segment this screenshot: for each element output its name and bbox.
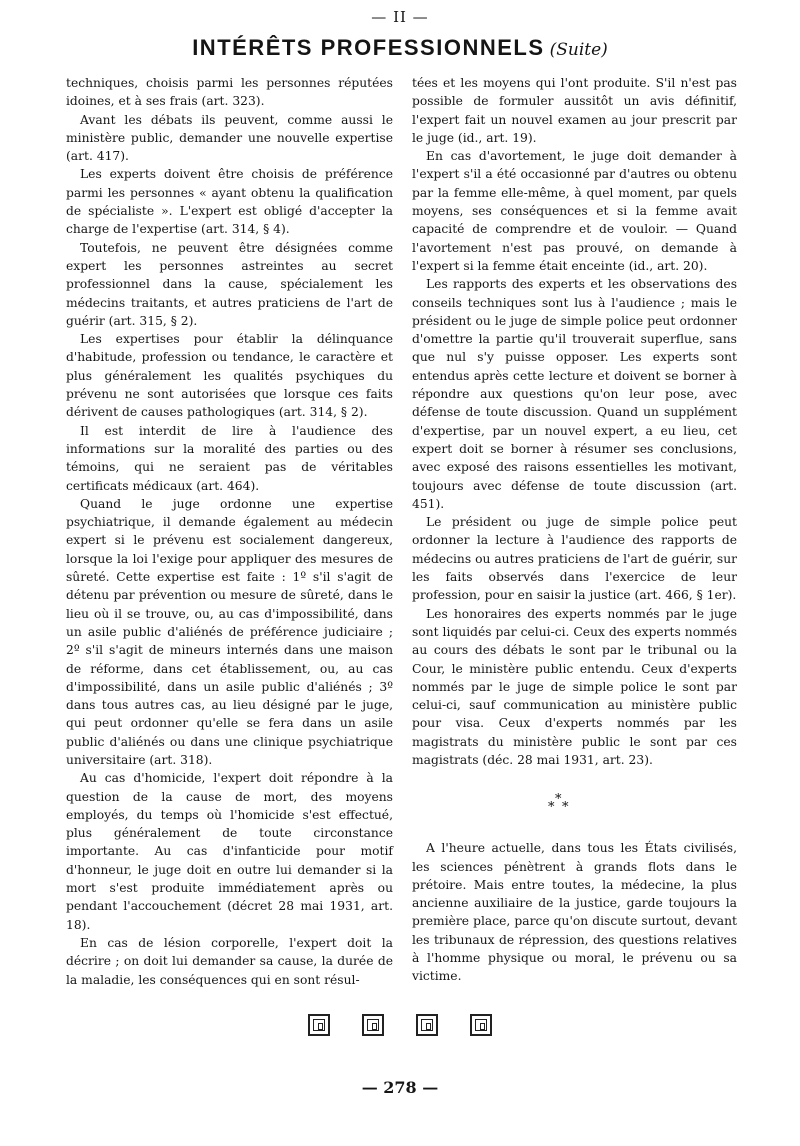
- page-title: INTÉRÊTS PROFESSIONNELS: [192, 35, 545, 60]
- ornament-icon: [470, 1014, 492, 1036]
- paragraph: A l'heure actuelle, dans tous les États civilisés, les sciences pénètrent à grands flots dans le prétoire. Mais entre toutes, la médecine, la plus ancienne auxiliaire de la justice, garde toujours la première place, parce qu'on discute surtout, devant les tribunaux de répression, des questions relatives à l'homme physique ou moral, le prévenu ou sa victime.: [412, 841, 737, 984]
- paragraph: En cas de lésion corporelle, l'expert doit la décrire ; on doit lui demander sa cause, la durée de la maladie, les conséquences qui en sont résul-: [66, 935, 393, 987]
- page-header: [0, 35, 800, 61]
- left-column: [66, 74, 393, 989]
- ornament-icon: [362, 1014, 384, 1036]
- asterism-separator: [412, 793, 737, 819]
- title-suite: (Suite): [549, 40, 608, 60]
- ornament-icon: [308, 1014, 330, 1036]
- asterisk: *: [555, 792, 562, 808]
- paragraph: Avant les débats ils peuvent, comme aussi le ministère public, demander une nouvelle expertise (art. 417).: [66, 112, 393, 164]
- asterisk: *: [548, 800, 555, 816]
- paragraph: Le président ou juge de simple police peut ordonner la lecture à l'audience des rapports de médecins ou autres praticiens de l'art de guérir, sur les faits observés dans l'exercice de leur profession, pour en saisir la justice (art. 466, § 1er).: [412, 515, 737, 603]
- page-number: — 278 —: [361, 1078, 439, 1097]
- paragraph: techniques, choisis parmi les personnes réputées idoines, et à ses frais (art. 323).: [66, 76, 393, 109]
- paragraph: Il est interdit de lire à l'audience des informations sur la moralité des parties ou des témoins, qui ne seraient pas de véritables certificats médicaux (art. 464).: [66, 423, 393, 493]
- paragraph: Les expertises pour établir la délinquance d'habitude, profession ou tendance, le caractère et plus généralement les qualités psychiques du prévenu ne sont autorisées que lorsque ces faits dérivent de causes pathologiques (art. 314, § 2).: [66, 332, 393, 420]
- paragraph: Au cas d'homicide, l'expert doit répondre à la question de la cause de mort, des moyens employés, du temps où l'homicide s'est effectué, plus généralement de toute circonstance importante. Au cas d'infanticide pour motif d'honneur, le juge doit en outre lui demander si la mort s'est produite immédiatement après ou pendant l'accouchement (décret 28 mai 1931, art. 18).: [66, 771, 393, 932]
- paragraph: Les experts doivent être choisis de préférence parmi les personnes « ayant obtenu la qualification de spécialiste ». L'expert est obligé d'accepter la charge de l'expertise (art. 314, § 4).: [66, 167, 393, 237]
- paragraph: Quand le juge ordonne une expertise psychiatrique, il demande également au médecin expert si le prévenu est socialement dangereux, lorsque la loi l'exige pour appliquer des mesures de sûreté. Cette expertise est faite : 1º s'il s'agit de détenu par prévention ou mesure de sûreté, dans le lieu où il se trouve, ou, au cas d'impossibilité, dans un asile public d'aliénés de préférence judiciaire ; 2º s'il s'agit de mineurs internés dans une maison de réforme, dans cet établissement, ou, au cas d'impossibilité, dans un asile public d'aliénés ; 3º dans tous autres cas, au lieu désigné par le juge, qui peut ordonner qu'elle se fera dans un asile public d'aliénés ou dans une clinique psychiatrique universitaire (art. 318).: [66, 496, 393, 767]
- ornament-row: [0, 1014, 800, 1036]
- paragraph: tées et les moyens qui l'ont produite. S'il n'est pas possible de formuler aussitôt un avis définitif, l'expert fait un nouvel examen au jour prescrit par le juge (id., art. 19).: [412, 76, 737, 145]
- ornament-icon: [416, 1014, 438, 1036]
- paragraph: Les honoraires des experts nommés par le juge sont liquidés par celui-ci. Ceux des experts nommés au cours des débats le sont par le tribunal ou la Cour, le ministère public entendu. Ceux d'experts nommés par le juge de simple police le sont par celui-ci, sauf communication au ministère public pour visa. Ceux d'experts nommés par les magistrats du ministère public le sont par ces magistrats (déc. 28 mai 1931, art. 23).: [412, 606, 737, 767]
- section-number: — II —: [371, 8, 429, 26]
- asterisk: *: [562, 800, 569, 816]
- paragraph: En cas d'avortement, le juge doit demander à l'expert s'il a été occasionné par d'autres ou obtenu par la femme elle-même, à quel moment, par quels moyens, ses conséquences et si la femme avait capacité de comprendre et de vouloir. — Quand l'avortement n'est pas prouvé, on demande à l'expert si la femme était enceinte (id., art. 20).: [412, 149, 737, 273]
- right-column: [412, 74, 737, 986]
- paragraph: Toutefois, ne peuvent être désignées comme expert les personnes astreintes au secret professionnel dans la cause, spécialement les médecins traitants, et autres praticiens de l'art de guérir (art. 315, § 2).: [66, 240, 393, 328]
- paragraph: Les rapports des experts et les observations des conseils techniques sont lus à l'audience ; mais le président ou le juge de simple police peut ordonner d'omettre la partie qu'il trouverait superflue, sans que nul s'y puisse opposer. Les experts sont entendus après cette lecture et doivent se borner à répondre aux questions qu'on leur pose, avec défense de toute discussion. Quand un supplément d'expertise, par un nouvel expert, a eu lieu, cet expert doit se borner à résumer ses conclusions, avec exposé des raisons essentielles les motivant, toujours avec défense de toute discussion (art. 451).: [412, 277, 737, 511]
